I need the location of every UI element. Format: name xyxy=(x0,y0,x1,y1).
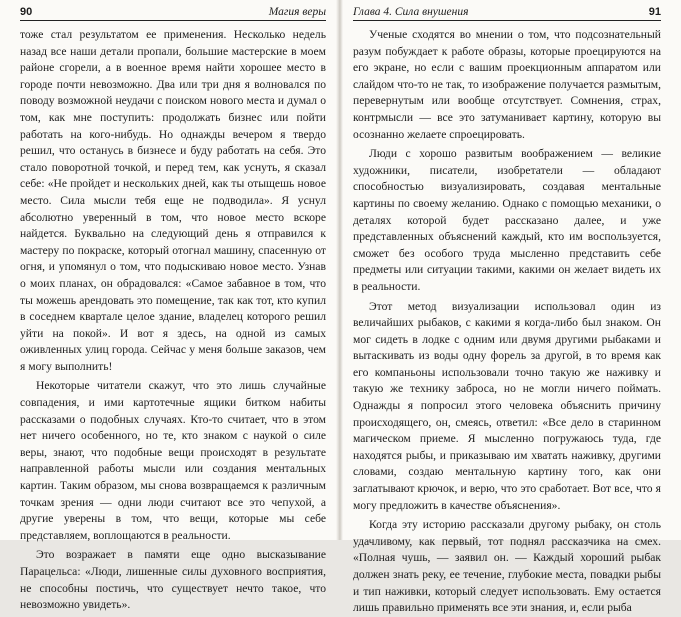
paragraph: Когда эту историю рассказали другому рыбаку, он столь удачливому, как первый, тот поднял рассказчика на смех. «Полная чушь, — заявил он. — Каждый хороший рыбак должен знать реку, ее течение, глубокие места, повадки рыбы и тип наживки, который следует использовать. Ему остается лишь правильно применять все эти знания, и, если рыба xyxy=(353,518,661,615)
right-page-body xyxy=(353,27,661,617)
paragraph: тоже стал результатом ее применения. Несколько недель назад все наши детали пропали, большие мастерские в моем районе сгорели, а в военное время найти хорошее место в городе почти невозможно. Два или три дня я волновался по поводу возможной неудачи с поиском нового места и думал о том, как мне поступить: продолжать бизнес или пойти работать на кого-нибудь. Но однажды вечером я твердо решил, что останусь в бизнесе и буду работать на себя. Это стало поворотной точкой, и перед тем, как уснуть, я сказал себе: «Не пройдет и нескольких дней, как ты отыщешь новое место. Сила мысли тебя еще не подводила». Я уснул абсолютно уверенный в том, что новое место вскоре найдется. Буквально на следующий день я отправился к мастеру по покраске, который отогнал машину, спасенную от огня, и упомянул о том, что подыскиваю новое место. Узнав о моих планах, он обрадовался: «Самое забавное в том, что ты можешь арендовать это помещение, так как тот, кто купил в соседнем квартале целое здание, владелец которого решил уйти на покой». И вот я здесь, на одной из самых оживленных улиц города. Сейчас у меня больше заказов, чем я могу выполнить! xyxy=(20,28,326,373)
paragraph: Люди с хорошо развитым воображением — великие художники, писатели, изобретатели — обладают способностью визуализировать, создавая ментальные картины по своему желанию. Однако с помощью механики, о деталях которой будет рассказано далее, и уже представленных объяснений каждый, кто им воспользуется, сможет без особого труда мысленно представить себе предметы или ситуации такими, какими он желает видеть их в реальности. xyxy=(353,147,661,293)
left-running-title: Магия веры xyxy=(268,6,326,18)
left-page-body xyxy=(20,27,326,614)
left-page xyxy=(0,0,338,612)
left-page-header xyxy=(20,6,326,21)
right-running-title: Глава 4. Сила внушения xyxy=(353,6,469,18)
right-page-number: 91 xyxy=(648,6,661,18)
paragraph: Это возражает в памяти еще одно высказывание Парацельса: «Люди, лишенные силы духовного восприятия, не способны постичь, что существует нечто такое, что невозможно увидеть». xyxy=(20,548,326,612)
paragraph: Некоторые читатели скажут, что это лишь случайные совпадения, и ими картотечные ящики битком набиты рассказами о подобных случаях. Кто-то считает, что в этом нет ничего особенного, но те, кто знаком с наукой о силе веры, знают, что подобные вещи происходят в результате направленной работы мысли или создания ментальных картин. Таким образом, мы снова возвращаемся к различным точкам зрения — одни люди считают все это чепухой, а другие уверены в том, что вещи, которые мы себе представляем, воплощаются в реальности. xyxy=(20,379,326,542)
right-page-header xyxy=(353,6,661,21)
right-page xyxy=(341,0,681,615)
left-page-number: 90 xyxy=(20,6,33,18)
paragraph: Этот метод визуализации использовал один из величайших рыбаков, с какими я когда-либо был знаком. Он мог сидеть в лодке с одним или двумя другими рыбаками и вытаскивать из воды одну форель за другой, в то время как его компаньоны использовали точно такую же наживку и такую же технику заброса, но не могли ничего поймать. Однажды я попросил этого человека объяснить причину происходящего, он, смеясь, ответил: «Все дело в старинном магическом приеме. Я мысленно погружаюсь туда, где находятся рыбы, и приказываю им хватать наживку, другими словами, создаю ментальную картину того, как они заглатывают крючок, и верю, что это сработает. Вот все, что я могу предложить в качестве объяснения». xyxy=(353,299,661,512)
paragraph: Ученые сходятся во мнении о том, что подсознательный разум побуждает к работе образы, которые проецируются на его экране, но если с вашим проекционным аппаратом или слайдом что-то не так, то изображение получается размытым, перевернутым или вообще отсутствует. Сомнения, страх, контрмысли — все это затуманивает картину, которую вы осознанно желаете спроецировать. xyxy=(353,28,661,141)
